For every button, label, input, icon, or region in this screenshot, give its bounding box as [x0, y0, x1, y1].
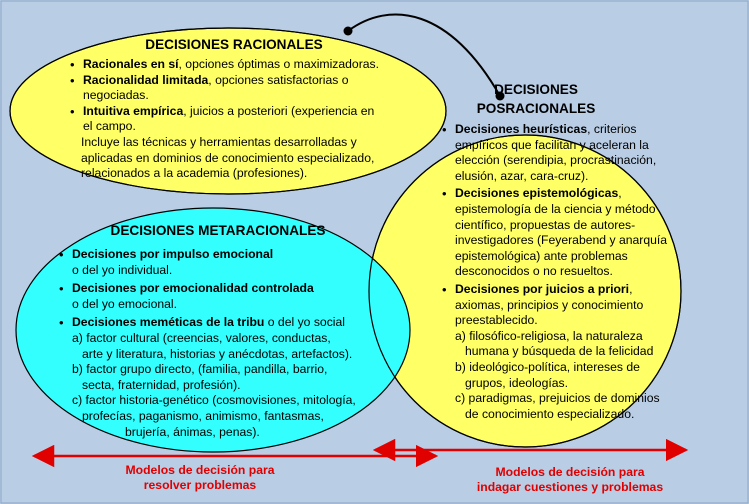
list-item: • Racionales en sí, opciones óptimas o maximizadoras. — [68, 57, 428, 73]
posracionales-body — [440, 122, 685, 422]
list-item: • Decisiones por emocionalidad controlada o del yo emocional. — [57, 281, 402, 312]
metaracionales-subs: a) factor cultural (creencias, valores, conductas, arte y literatura, historias y anécdotas, artefactos). b) factor grupo directo, (familia, pandilla, barrio, secta, fraternidad, profesión). c) factor historia-genético (cosmovisiones, mitología, profecías, paganismo, animismo, fantasmas, brujería, ánimas, penas). — [72, 330, 356, 439]
racionales-list — [68, 57, 428, 135]
posracionales-title: DECISIONES POSRACIONALES — [476, 82, 596, 116]
list-item: • Decisiones por juicios a priori, axiomas, principios y conocimiento preestablecido. — [440, 282, 685, 329]
footer-left-label: Modelos de decisión para resolver problemas — [125, 463, 275, 492]
metaracionales-list — [57, 247, 402, 331]
connector-dot-start — [344, 27, 353, 36]
list-item: • Decisiones meméticas de la tribu o del yo social — [57, 315, 402, 331]
posracionales-subs: a) filosófico-religiosa, la naturaleza humana y búsqueda de la felicidad b) ideológico-política, intereses de grupos, ideologías. c) paradigmas, prejuicios de dominios de conocimiento especializado. — [455, 328, 660, 421]
list-item: • Decisiones epistemológicas, epistemología de la ciencia y método científico, propuestas de autores- investigadores (Feyerabend y anarquía epistemológica) ante problemas desconocidos o no resueltos. — [440, 186, 685, 280]
list-item: • Intuitiva empírica, juicios a posteriori (experiencia en el campo. — [68, 104, 428, 135]
racionales-title: DECISIONES RACIONALES — [145, 37, 323, 52]
list-item: • Decisiones por impulso emocional o del yo individual. — [57, 247, 402, 278]
racionales-body — [68, 57, 428, 182]
footer-right-label: Modelos de decisión para indagar cuestiones y problemas — [476, 465, 664, 494]
metaracionales-body — [57, 247, 402, 440]
list-item: • Racionalidad limitada, opciones satisfactorias o negociadas. — [68, 73, 428, 104]
list-item: • Decisiones heurísticas, criterios empíricos que facilitan y aceleran la elección (serendipia, procrastinación, elusión, azar, cara-cruz). — [440, 122, 685, 184]
metaracionales-title: DECISIONES METARACIONALES — [110, 223, 326, 238]
racionales-note: Incluye las técnicas y herramientas desarrolladas y aplicadas en dominios de conocimiento especializado, relacionados a la academia (profesiones). — [81, 134, 375, 181]
posracionales-list — [440, 122, 685, 329]
